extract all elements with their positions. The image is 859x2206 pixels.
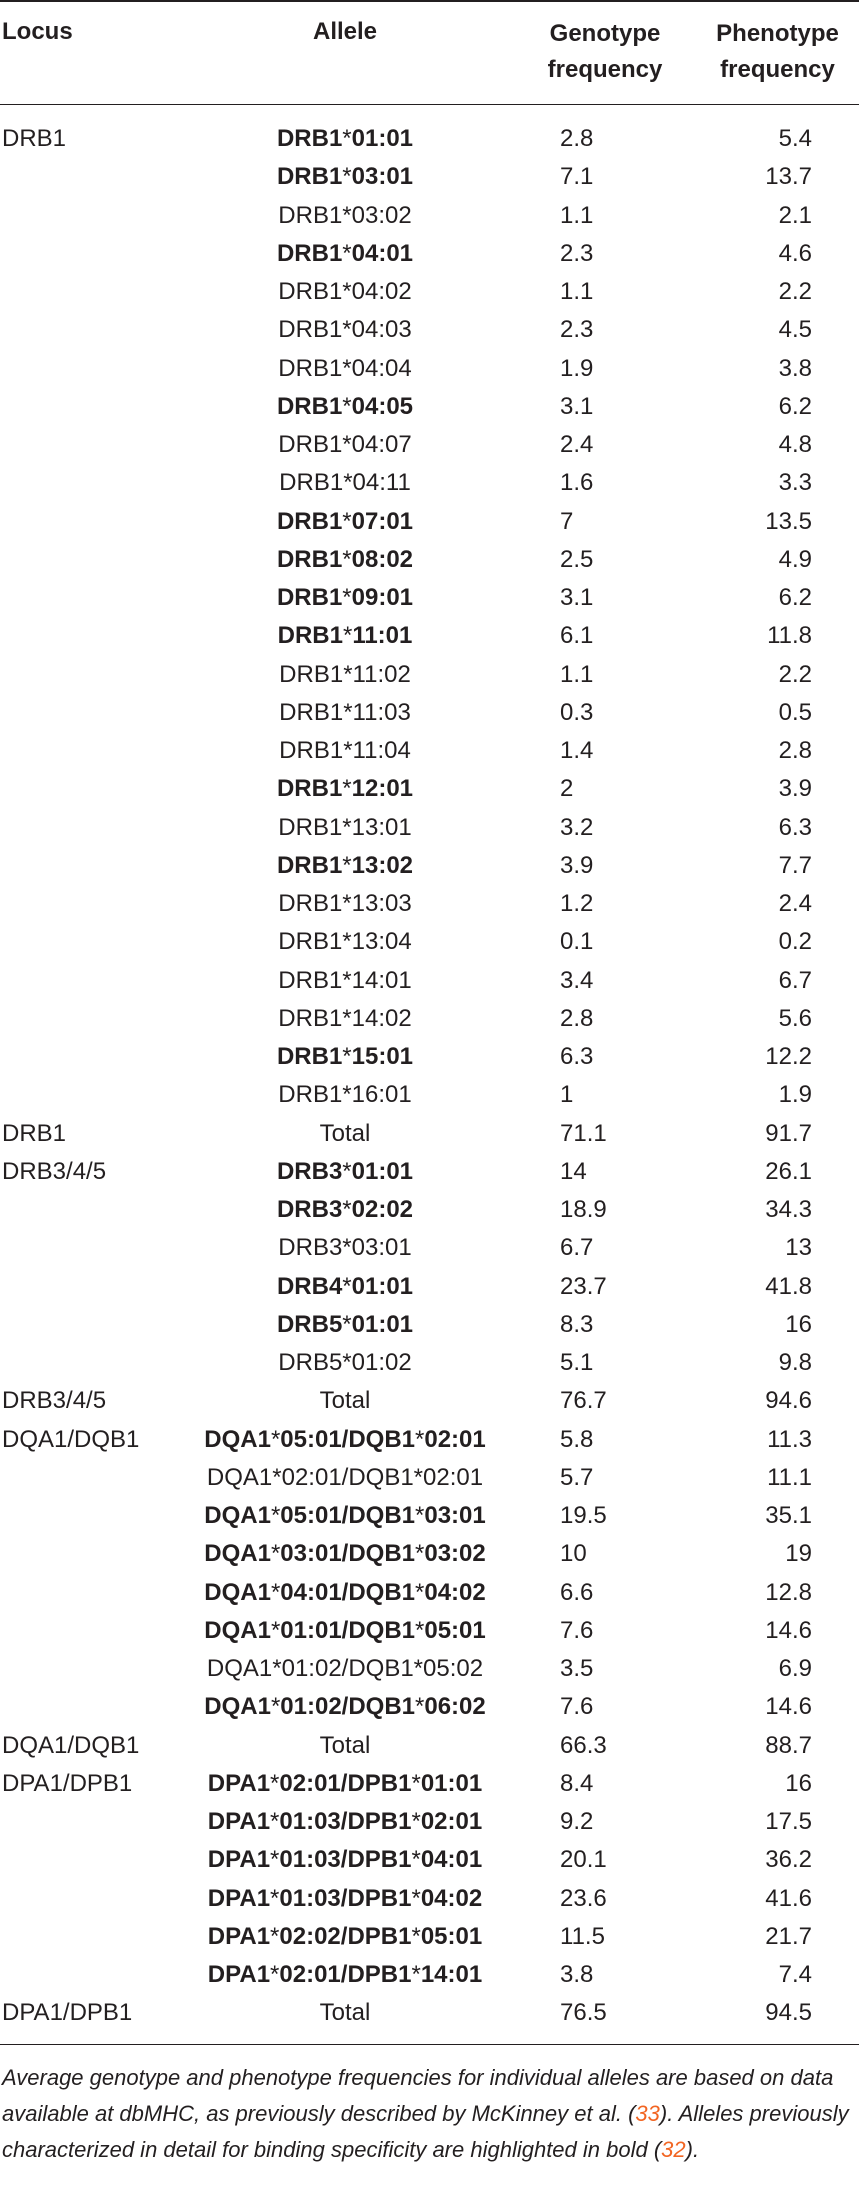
phenotype-frequency-cell: 94.5 bbox=[765, 1999, 812, 2027]
phenotype-frequency-cell: 6.2 bbox=[778, 392, 812, 420]
phenotype-frequency-cell: 2.4 bbox=[778, 890, 812, 917]
table-row bbox=[0, 1956, 859, 1994]
genotype-frequency-cell: 1.6 bbox=[560, 469, 594, 497]
phenotype-frequency-cell: 14.6 bbox=[765, 1616, 812, 1644]
table-row bbox=[0, 1650, 859, 1688]
locus-cell: DRB3/4/5 bbox=[2, 1157, 107, 1185]
phenotype-frequency-cell: 12.2 bbox=[765, 1043, 812, 1070]
allele-cell: DRB1*01:01 bbox=[276, 125, 414, 152]
table-row bbox=[0, 1421, 859, 1459]
table-row bbox=[0, 694, 859, 732]
genotype-frequency-cell: 5.7 bbox=[560, 1463, 594, 1491]
locus-cell: DRB1 bbox=[2, 1119, 67, 1147]
allele-cell: DRB1*13:04 bbox=[278, 928, 412, 956]
allele-cell: DRB1*16:01 bbox=[278, 1081, 412, 1109]
genotype-frequency-cell: 3.4 bbox=[560, 966, 594, 994]
genotype-frequency-cell: 6.1 bbox=[560, 622, 594, 650]
table-row bbox=[0, 1382, 859, 1420]
phenotype-frequency-cell: 16 bbox=[785, 1769, 812, 1797]
phenotype-frequency-cell: 6.7 bbox=[778, 966, 812, 994]
genotype-frequency-cell: 0.3 bbox=[560, 698, 594, 726]
phenotype-frequency-cell: 4.9 bbox=[778, 545, 812, 573]
phenotype-frequency-cell: 17.5 bbox=[765, 1808, 812, 1835]
genotype-frequency-cell: 7.6 bbox=[560, 1693, 594, 1721]
genotype-frequency-cell: 10 bbox=[560, 1540, 587, 1568]
phenotype-frequency-cell: 2.2 bbox=[778, 660, 812, 688]
phenotype-frequency-cell: 4.6 bbox=[778, 239, 812, 267]
allele-cell: DRB1*15:01 bbox=[276, 1043, 414, 1070]
genotype-frequency-cell: 2.4 bbox=[560, 431, 594, 458]
phenotype-frequency-cell: 2.1 bbox=[778, 201, 812, 229]
phenotype-frequency-cell: 36.2 bbox=[765, 1846, 812, 1874]
table-row bbox=[0, 1535, 859, 1573]
allele-cell: DRB1*04:05 bbox=[276, 392, 414, 420]
allele-cell: DRB1*11:04 bbox=[279, 737, 411, 764]
allele-cell: DRB1*04:07 bbox=[278, 431, 412, 458]
allele-cell: DQA1*05:01/DQB1*03:01 bbox=[204, 1502, 486, 1529]
phenotype-frequency-cell: 7.4 bbox=[778, 1961, 812, 1988]
genotype-frequency-cell: 5.1 bbox=[560, 1349, 594, 1376]
allele-cell: DPA1*02:02/DPB1*05:01 bbox=[207, 1922, 483, 1950]
table-row bbox=[0, 1153, 859, 1191]
allele-cell: DPA1*02:01/DPB1*14:01 bbox=[207, 1961, 483, 1988]
allele-cell: DRB1*08:02 bbox=[276, 545, 414, 573]
genotype-frequency-cell: 1.4 bbox=[560, 737, 594, 764]
header-allele: Allele bbox=[312, 18, 378, 45]
table-row bbox=[0, 732, 859, 770]
genotype-frequency-cell: 7.1 bbox=[560, 163, 594, 191]
genotype-frequency-cell: 2.5 bbox=[560, 545, 594, 573]
genotype-frequency-cell: 1.9 bbox=[560, 354, 594, 382]
table-body bbox=[0, 120, 859, 2033]
table-row bbox=[0, 579, 859, 617]
table-row bbox=[0, 1880, 859, 1918]
phenotype-frequency-cell: 4.8 bbox=[778, 431, 812, 458]
genotype-frequency-cell: 3.9 bbox=[560, 851, 594, 879]
phenotype-frequency-cell: 13.5 bbox=[765, 507, 812, 535]
genotype-frequency-cell: 1.2 bbox=[560, 890, 594, 917]
header-locus: Locus bbox=[2, 18, 73, 45]
phenotype-frequency-cell: 7.7 bbox=[778, 851, 812, 879]
allele-cell: DRB1*07:01 bbox=[276, 507, 414, 535]
table-row bbox=[0, 962, 859, 1000]
allele-cell: DQA1*01:02/DQB1*05:02 bbox=[206, 1655, 484, 1682]
genotype-frequency-cell: 76.5 bbox=[560, 1999, 607, 2027]
genotype-frequency-cell: 1 bbox=[560, 1081, 574, 1109]
allele-cell: DPA1*02:01/DPB1*01:01 bbox=[207, 1769, 483, 1797]
phenotype-frequency-cell: 19 bbox=[785, 1540, 812, 1568]
genotype-frequency-cell: 5.8 bbox=[560, 1425, 594, 1453]
table-row bbox=[0, 235, 859, 273]
locus-cell: DQA1/DQB1 bbox=[2, 1425, 140, 1453]
genotype-frequency-cell: 2.3 bbox=[560, 316, 594, 344]
table-row bbox=[0, 847, 859, 885]
table-row bbox=[0, 1727, 859, 1765]
table-row bbox=[0, 923, 859, 961]
phenotype-frequency-cell: 12.8 bbox=[765, 1578, 812, 1606]
allele-cell: DRB1*04:11 bbox=[279, 469, 411, 497]
table-row bbox=[0, 158, 859, 196]
phenotype-frequency-cell: 2.8 bbox=[778, 737, 812, 764]
phenotype-frequency-cell: 5.6 bbox=[778, 1004, 812, 1032]
allele-cell: DRB3*01:01 bbox=[276, 1157, 414, 1185]
phenotype-frequency-cell: 14.6 bbox=[765, 1693, 812, 1721]
genotype-frequency-cell: 18.9 bbox=[560, 1196, 607, 1223]
genotype-frequency-cell: 3.8 bbox=[560, 1961, 594, 1988]
allele-cell: DQA1*05:01/DQB1*02:01 bbox=[204, 1425, 486, 1453]
table-row bbox=[0, 1765, 859, 1803]
genotype-frequency-cell: 7.6 bbox=[560, 1616, 594, 1644]
allele-cell: DQA1*01:01/DQB1*05:01 bbox=[204, 1616, 486, 1644]
footnote-text-2: ). Alleles previously characterized in detail for binding specificity are highlighted in bold ( bbox=[2, 2101, 849, 2162]
phenotype-frequency-cell: 13 bbox=[785, 1234, 812, 1262]
allele-cell: DRB1*13:03 bbox=[278, 890, 412, 917]
table-row bbox=[0, 1000, 859, 1038]
genotype-frequency-cell: 2.3 bbox=[560, 239, 594, 267]
table-bottom-rule bbox=[0, 2044, 859, 2045]
allele-cell: DRB1*14:02 bbox=[278, 1004, 412, 1032]
genotype-frequency-cell: 8.4 bbox=[560, 1769, 594, 1797]
allele-cell: DRB3*03:01 bbox=[278, 1234, 412, 1262]
phenotype-frequency-cell: 94.6 bbox=[765, 1387, 812, 1415]
table-row bbox=[0, 1994, 859, 2032]
table-row bbox=[0, 809, 859, 847]
allele-cell: DPA1*01:03/DPB1*04:02 bbox=[207, 1884, 483, 1912]
allele-cell: DRB5*01:02 bbox=[278, 1349, 412, 1376]
allele-cell: DQA1*03:01/DQB1*03:02 bbox=[204, 1540, 486, 1568]
phenotype-frequency-cell: 9.8 bbox=[778, 1349, 812, 1376]
genotype-frequency-cell: 23.6 bbox=[560, 1884, 607, 1912]
phenotype-frequency-cell: 16 bbox=[785, 1310, 812, 1338]
genotype-frequency-cell: 6.7 bbox=[560, 1234, 594, 1262]
allele-cell: DRB1*04:03 bbox=[278, 316, 412, 344]
phenotype-frequency-cell: 88.7 bbox=[765, 1731, 812, 1759]
allele-cell: Total bbox=[319, 1119, 371, 1147]
table-row bbox=[0, 197, 859, 235]
genotype-frequency-cell: 7 bbox=[560, 507, 574, 535]
genotype-frequency-cell: 3.2 bbox=[560, 813, 594, 841]
allele-cell: DRB1*14:01 bbox=[278, 966, 412, 994]
header-phenotype-frequency: Phenotype frequency bbox=[716, 20, 839, 83]
footnote-reference-link[interactable]: 32 bbox=[661, 2137, 686, 2162]
phenotype-frequency-cell: 13.7 bbox=[765, 163, 812, 191]
genotype-frequency-cell: 76.7 bbox=[560, 1387, 607, 1415]
table-header bbox=[0, 0, 859, 104]
footnote-text-1: Average genotype and phenotype frequencies for individual alleles are based on data available at dbMHC, as previously described by McKinney et al. ( bbox=[2, 2065, 834, 2126]
genotype-frequency-cell: 14 bbox=[560, 1157, 587, 1185]
phenotype-frequency-cell: 2.2 bbox=[778, 278, 812, 305]
table-row bbox=[0, 273, 859, 311]
genotype-frequency-cell: 9.2 bbox=[560, 1808, 594, 1835]
genotype-frequency-cell: 0.1 bbox=[560, 928, 594, 956]
phenotype-frequency-cell: 34.3 bbox=[765, 1196, 812, 1223]
table-row bbox=[0, 426, 859, 464]
table-row bbox=[0, 1574, 859, 1612]
phenotype-frequency-cell: 6.9 bbox=[778, 1655, 812, 1682]
phenotype-frequency-cell: 91.7 bbox=[765, 1119, 812, 1147]
genotype-frequency-cell: 6.3 bbox=[560, 1043, 594, 1070]
phenotype-frequency-cell: 26.1 bbox=[765, 1157, 812, 1185]
table-row bbox=[0, 1229, 859, 1267]
phenotype-frequency-cell: 11.8 bbox=[767, 622, 812, 650]
phenotype-frequency-cell: 5.4 bbox=[778, 125, 812, 152]
table-row bbox=[0, 1115, 859, 1153]
table-row bbox=[0, 770, 859, 808]
allele-cell: DRB1*04:01 bbox=[276, 239, 414, 267]
table-row bbox=[0, 1841, 859, 1879]
phenotype-frequency-cell: 0.5 bbox=[778, 698, 812, 726]
genotype-frequency-cell: 1.1 bbox=[560, 278, 594, 305]
header-genotype-frequency: Genotype frequency bbox=[547, 20, 663, 83]
locus-cell: DRB1 bbox=[2, 125, 67, 152]
phenotype-frequency-cell: 11.1 bbox=[767, 1463, 812, 1491]
phenotype-frequency-cell: 6.2 bbox=[778, 584, 812, 611]
allele-cell: Total bbox=[319, 1999, 371, 2027]
genotype-frequency-cell: 2 bbox=[560, 775, 574, 803]
table-row bbox=[0, 1344, 859, 1382]
allele-cell: DRB1*03:02 bbox=[278, 201, 412, 229]
locus-cell: DPA1/DPB1 bbox=[2, 1999, 133, 2027]
phenotype-frequency-cell: 41.8 bbox=[765, 1272, 812, 1300]
allele-cell: DQA1*04:01/DQB1*04:02 bbox=[204, 1578, 486, 1606]
allele-cell: DRB1*04:04 bbox=[278, 354, 412, 382]
genotype-frequency-cell: 66.3 bbox=[560, 1731, 607, 1759]
allele-cell: DRB1*11:01 bbox=[277, 622, 413, 650]
footnote-reference-link[interactable]: 33 bbox=[635, 2101, 660, 2126]
table-row bbox=[0, 1918, 859, 1956]
phenotype-frequency-cell: 35.1 bbox=[765, 1502, 812, 1529]
table-row bbox=[0, 120, 859, 158]
allele-cell: Total bbox=[319, 1731, 371, 1759]
table-row bbox=[0, 1803, 859, 1841]
phenotype-frequency-cell: 3.8 bbox=[778, 354, 812, 382]
table-row bbox=[0, 1038, 859, 1076]
table-row bbox=[0, 1688, 859, 1726]
table-row bbox=[0, 1306, 859, 1344]
phenotype-frequency-cell: 3.9 bbox=[778, 775, 812, 803]
table-row bbox=[0, 1459, 859, 1497]
table-row bbox=[0, 885, 859, 923]
phenotype-frequency-cell: 3.3 bbox=[778, 469, 812, 497]
phenotype-frequency-cell: 11.3 bbox=[767, 1425, 812, 1453]
footnote-text-3: ). bbox=[685, 2137, 700, 2162]
allele-cell: DPA1*01:03/DPB1*04:01 bbox=[207, 1846, 483, 1874]
phenotype-frequency-cell: 1.9 bbox=[778, 1081, 812, 1109]
allele-cell: DRB1*11:02 bbox=[279, 660, 411, 688]
allele-cell: DQA1*02:01/DQB1*02:01 bbox=[206, 1463, 484, 1491]
table-row bbox=[0, 350, 859, 388]
table-row bbox=[0, 464, 859, 502]
allele-cell: DRB1*03:01 bbox=[276, 163, 414, 191]
allele-cell: DQA1*01:02/DQB1*06:02 bbox=[204, 1693, 486, 1721]
table-row bbox=[0, 388, 859, 426]
genotype-frequency-cell: 11.5 bbox=[560, 1922, 605, 1950]
locus-cell: DPA1/DPB1 bbox=[2, 1769, 133, 1797]
genotype-frequency-cell: 1.1 bbox=[560, 201, 594, 229]
genotype-frequency-cell: 3.5 bbox=[560, 1655, 594, 1682]
phenotype-frequency-cell: 4.5 bbox=[778, 316, 812, 344]
genotype-frequency-cell: 3.1 bbox=[560, 392, 594, 420]
phenotype-frequency-cell: 6.3 bbox=[778, 813, 812, 841]
allele-cell: DRB5*01:01 bbox=[276, 1310, 414, 1338]
locus-cell: DQA1/DQB1 bbox=[2, 1731, 140, 1759]
table-header-rule bbox=[0, 104, 859, 105]
genotype-frequency-cell: 2.8 bbox=[560, 125, 594, 152]
table-row bbox=[0, 1076, 859, 1114]
genotype-frequency-cell: 19.5 bbox=[560, 1502, 607, 1529]
genotype-frequency-cell: 6.6 bbox=[560, 1578, 594, 1606]
locus-cell: DRB3/4/5 bbox=[2, 1387, 107, 1415]
phenotype-frequency-cell: 21.7 bbox=[765, 1922, 812, 1950]
table-row bbox=[0, 1268, 859, 1306]
genotype-frequency-cell: 71.1 bbox=[560, 1119, 607, 1147]
table-row bbox=[0, 503, 859, 541]
allele-cell: DRB1*12:01 bbox=[276, 775, 414, 803]
table-row bbox=[0, 1497, 859, 1535]
table-row bbox=[0, 541, 859, 579]
genotype-frequency-cell: 20.1 bbox=[560, 1846, 607, 1874]
allele-cell: DRB1*13:02 bbox=[276, 851, 414, 879]
allele-cell: DPA1*01:03/DPB1*02:01 bbox=[207, 1808, 483, 1835]
genotype-frequency-cell: 23.7 bbox=[560, 1272, 607, 1300]
table-row bbox=[0, 1612, 859, 1650]
table-footnote bbox=[2, 2060, 857, 2168]
table-row bbox=[0, 1191, 859, 1229]
allele-cell: DRB1*09:01 bbox=[276, 584, 414, 611]
allele-cell: DRB1*11:03 bbox=[279, 698, 411, 726]
allele-cell: DRB4*01:01 bbox=[276, 1272, 414, 1300]
allele-cell: DRB3*02:02 bbox=[276, 1196, 414, 1223]
genotype-frequency-cell: 8.3 bbox=[560, 1310, 594, 1338]
allele-cell: DRB1*13:01 bbox=[278, 813, 412, 841]
genotype-frequency-cell: 2.8 bbox=[560, 1004, 594, 1032]
phenotype-frequency-cell: 41.6 bbox=[765, 1884, 812, 1912]
table-row bbox=[0, 656, 859, 694]
phenotype-frequency-cell: 0.2 bbox=[778, 928, 812, 956]
table-row bbox=[0, 617, 859, 655]
genotype-frequency-cell: 3.1 bbox=[560, 584, 594, 611]
allele-cell: Total bbox=[319, 1387, 371, 1415]
allele-cell: DRB1*04:02 bbox=[278, 278, 412, 305]
table-row bbox=[0, 311, 859, 349]
genotype-frequency-cell: 1.1 bbox=[560, 660, 594, 688]
